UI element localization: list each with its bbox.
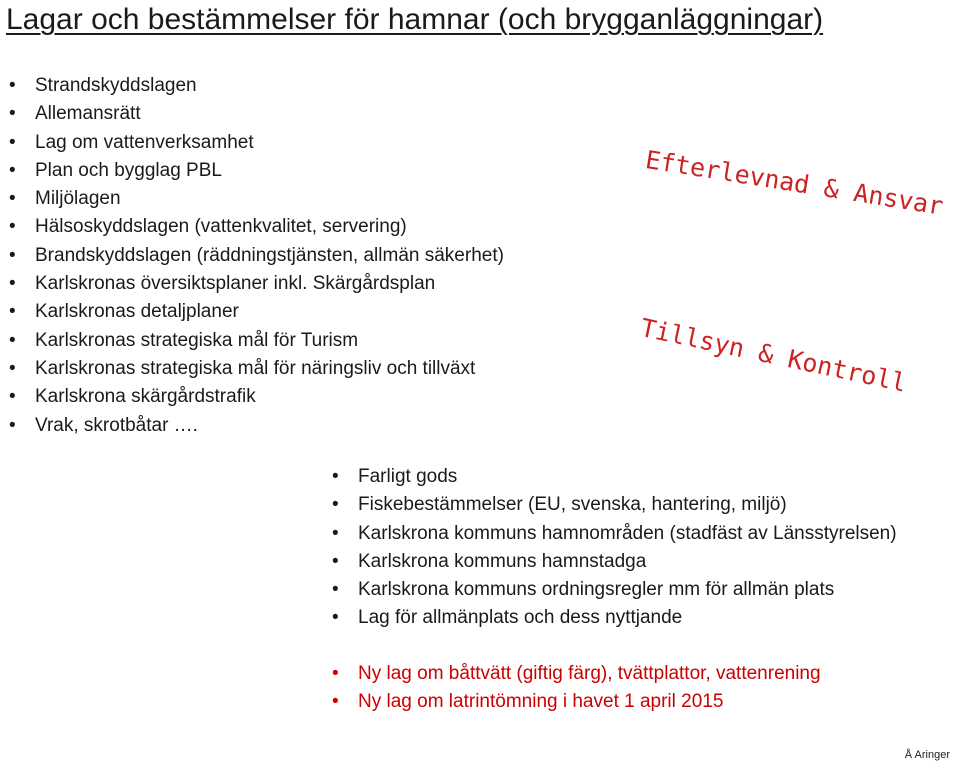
list-item-text: Lag för allmänplats och dess nyttjande	[358, 607, 683, 629]
list-item-text: Karlskronas översiktsplaner inkl. Skärgårdsplan	[35, 273, 436, 295]
bullet-icon: •	[332, 494, 339, 516]
list-item	[9, 213, 504, 241]
bullet-icon: •	[9, 414, 16, 436]
bullet-icon: •	[332, 663, 339, 684]
list-item-text: Brandskyddslagen (räddningstjänsten, allmän säkerhet)	[35, 244, 504, 266]
list-item	[9, 327, 504, 355]
list-item	[332, 688, 821, 716]
bullet-icon: •	[332, 607, 339, 629]
list-item	[332, 576, 897, 604]
new-laws-list	[332, 660, 821, 717]
list-item-text: Karlskronas strategiska mål för näringsliv och tillväxt	[35, 357, 476, 379]
bullet-icon: •	[9, 329, 16, 351]
list-item	[9, 412, 504, 440]
bullet-icon: •	[332, 579, 339, 601]
list-item	[9, 270, 504, 298]
author-credit: Å Aringer	[904, 749, 950, 761]
list-item-text: Vrak, skrotbåtar ….	[35, 414, 198, 436]
list-item-text: Karlskronas strategiska mål för Turism	[35, 329, 359, 351]
list-item-text: Plan och bygglag PBL	[35, 159, 222, 181]
bullet-icon: •	[9, 273, 16, 295]
list-item-text: Strandskyddslagen	[35, 75, 197, 96]
list-item	[332, 660, 821, 688]
bullet-icon: •	[9, 386, 16, 408]
list-item-text: Karlskrona kommuns ordningsregler mm för allmän plats	[358, 579, 835, 601]
list-item	[9, 355, 504, 383]
bullet-icon: •	[9, 131, 16, 153]
list-item-text: Miljölagen	[35, 188, 121, 210]
bullet-icon: •	[9, 75, 16, 96]
list-item	[9, 157, 504, 185]
list-item-text: Fiskebestämmelser (EU, svenska, hantering, miljö)	[358, 494, 787, 516]
list-item-text: Lag om vattenverksamhet	[35, 131, 254, 153]
list-item-text: Karlskrona kommuns hamnstadga	[358, 550, 647, 572]
list-item	[332, 548, 897, 576]
list-item-text: Hälsoskyddslagen (vattenkvalitet, servering)	[35, 216, 407, 238]
bullet-icon: •	[332, 691, 339, 713]
bullet-icon: •	[9, 216, 16, 238]
list-item	[9, 298, 504, 326]
list-item	[9, 129, 504, 157]
list-item-text: Allemansrätt	[35, 103, 141, 125]
list-item	[9, 242, 504, 270]
bullet-icon: •	[332, 466, 339, 487]
handwritten-note-supervision: Tillsyn & Kontroll	[637, 313, 910, 398]
list-item-text: Karlskrona kommuns hamnområden (stadfäst av Länsstyrelsen)	[358, 522, 897, 544]
bullet-icon: •	[9, 188, 16, 210]
list-item-text: Karlskronas detaljplaner	[35, 301, 239, 323]
list-item	[332, 491, 897, 519]
port-rules-list	[332, 463, 897, 633]
list-item	[9, 72, 504, 100]
bullet-icon: •	[9, 159, 16, 181]
laws-list	[9, 72, 504, 440]
list-item	[332, 520, 897, 548]
bullet-icon: •	[332, 522, 339, 544]
list-item-text: Ny lag om latrintömning i havet 1 april 2015	[358, 691, 724, 713]
list-item	[9, 383, 504, 411]
list-item	[9, 185, 504, 213]
list-item-text: Ny lag om båttvätt (giftig färg), tvättplattor, vattenrening	[358, 663, 821, 684]
list-item	[332, 604, 897, 632]
list-item-text: Farligt gods	[358, 466, 458, 487]
slide-title: Lagar och bestämmelser för hamnar (och brygganläggningar)	[6, 3, 824, 36]
bullet-icon: •	[9, 357, 16, 379]
list-item-text: Karlskrona skärgårdstrafik	[35, 386, 256, 408]
bullet-icon: •	[9, 301, 16, 323]
handwritten-note-compliance: Efterlevnad & Ansvar	[643, 145, 946, 221]
list-item	[332, 463, 897, 491]
list-item	[9, 100, 504, 128]
bullet-icon: •	[9, 244, 16, 266]
bullet-icon: •	[9, 103, 16, 125]
bullet-icon: •	[332, 550, 339, 572]
